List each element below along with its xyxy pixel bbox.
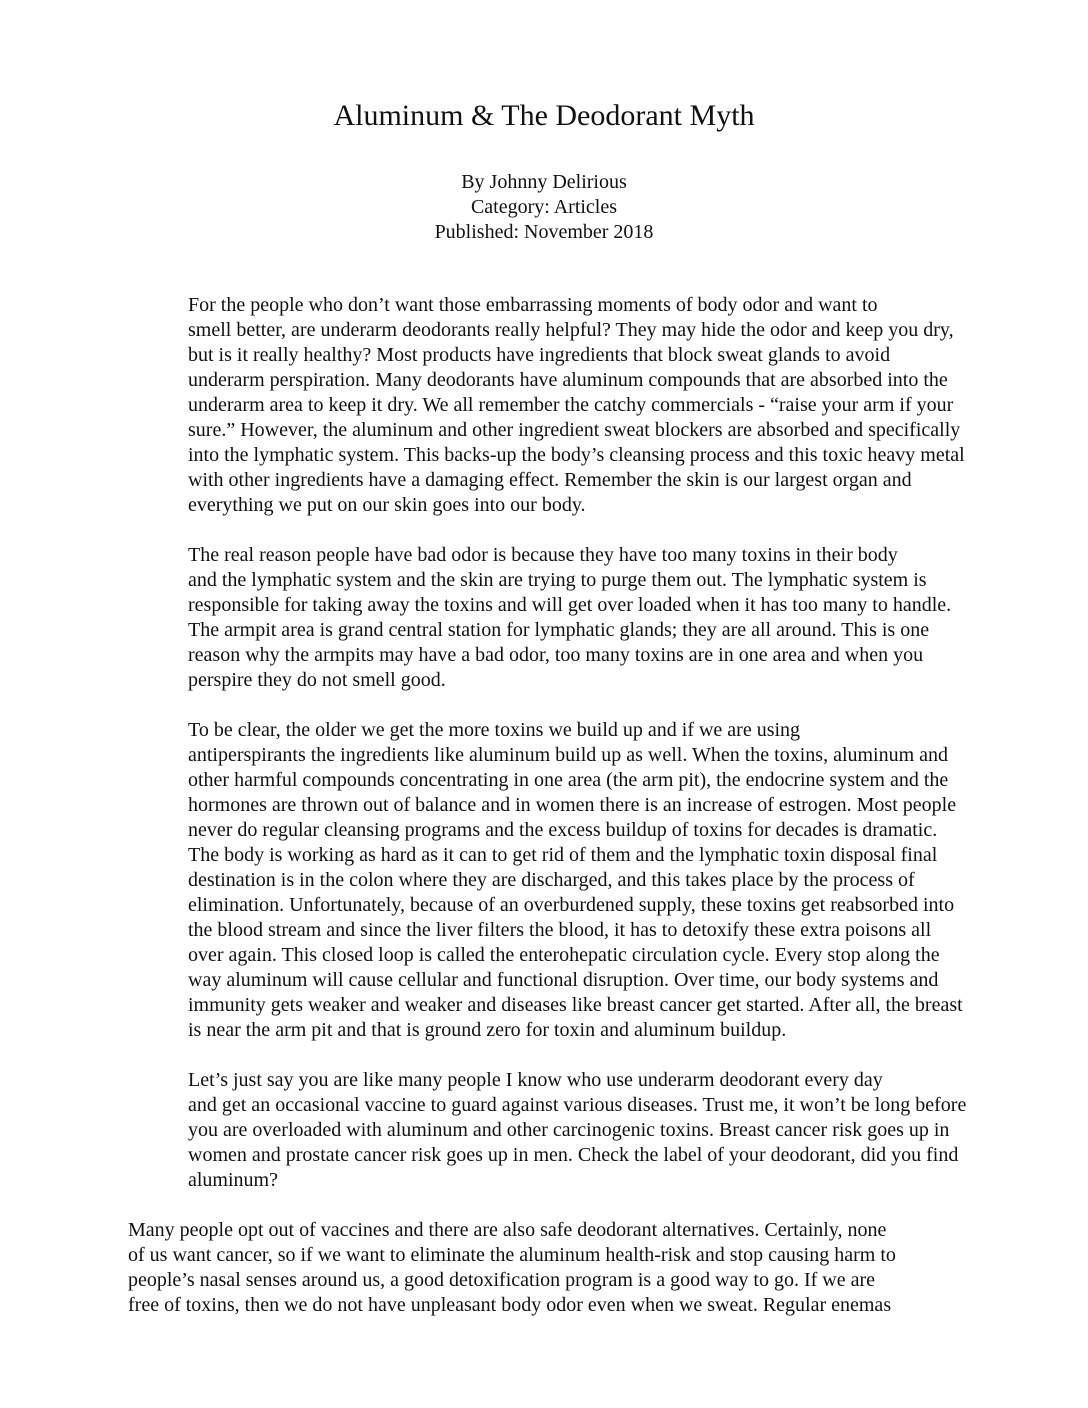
paragraph-line: The armpit area is grand central station for lymphatic glands; they are all around. This is one	[188, 619, 930, 641]
paragraph	[128, 1218, 962, 1318]
paragraph-line: and get an occasional vaccine to guard against various diseases. Trust me, it won’t be long before	[188, 1094, 967, 1116]
paragraph-line: hormones are thrown out of balance and in women there is an increase of estrogen. Most people	[188, 794, 957, 816]
published-line: Published: November 2018	[434, 221, 654, 243]
paragraph-line: into the lymphatic system. This backs-up the body’s cleansing process and this toxic heavy metal	[188, 444, 965, 466]
paragraph	[128, 1068, 967, 1193]
paragraph-line: For the people who don’t want those embarrassing moments of body odor and want to	[188, 294, 878, 316]
paragraph	[128, 293, 965, 518]
paragraph-line: the blood stream and since the liver filters the blood, it has to detoxify these extra poisons all	[188, 919, 932, 941]
paragraph-line: sure.” However, the aluminum and other ingredient sweat blockers are absorbed and specifically	[188, 419, 961, 441]
paragraph-line: women and prostate cancer risk goes up in men. Check the label of your deodorant, did you find	[188, 1144, 959, 1166]
paragraph-line: antiperspirants the ingredients like aluminum build up as well. When the toxins, aluminum and	[188, 744, 949, 766]
paragraph-line: people’s nasal senses around us, a good detoxification program is a good way to go. If we are	[128, 1269, 876, 1291]
paragraph-line: everything we put on our skin goes into our body.	[188, 494, 586, 516]
author-line: By Johnny Delirious	[461, 171, 627, 193]
paragraph-line: and the lymphatic system and the skin are trying to purge them out. The lymphatic system is	[188, 569, 927, 591]
paragraph-line: responsible for taking away the toxins and will get over loaded when it has too many to handle.	[188, 594, 952, 616]
paragraph-line: is near the arm pit and that is ground zero for toxin and aluminum buildup.	[188, 1019, 787, 1041]
paragraph	[128, 718, 962, 1043]
paragraph-line: never do regular cleansing programs and the excess buildup of toxins for decades is dramatic.	[188, 819, 938, 841]
paragraph-line: destination is in the colon where they are discharged, and this takes place by the process of	[188, 869, 915, 891]
paragraph-line: Let’s just say you are like many people I know who use underarm deodorant every day	[188, 1069, 883, 1091]
paragraph-line: underarm perspiration. Many deodorants have aluminum compounds that are absorbed into the	[188, 369, 948, 391]
paragraph-line: free of toxins, then we do not have unpleasant body odor even when we sweat. Regular enemas	[128, 1294, 892, 1316]
paragraph-line: way aluminum will cause cellular and functional disruption. Over time, our body systems and	[188, 969, 939, 991]
paragraph	[128, 543, 962, 693]
paragraph-line: The real reason people have bad odor is because they have too many toxins in their body	[188, 544, 898, 566]
paragraph-line: The body is working as hard as it can to get rid of them and the lymphatic toxin disposal final	[188, 844, 938, 866]
paragraph-line: smell better, are underarm deodorants really helpful? They may hide the odor and keep you dry,	[188, 319, 954, 341]
article-body	[128, 293, 967, 1343]
paragraph-line: reason why the armpits may have a bad odor, too many toxins are in one area and when you	[188, 644, 924, 666]
paragraph-line: of us want cancer, so if we want to eliminate the aluminum health-risk and stop causing harm to	[128, 1244, 896, 1266]
paragraph-line: aluminum?	[188, 1169, 278, 1191]
article-meta	[0, 170, 1088, 245]
paragraph-line: underarm area to keep it dry. We all remember the catchy commercials - “raise your arm if your	[188, 394, 954, 416]
paragraph-line: perspire they do not smell good.	[188, 669, 446, 691]
paragraph-line: other harmful compounds concentrating in one area (the arm pit), the endocrine system and the	[188, 769, 949, 791]
paragraph-line: over again. This closed loop is called the enterohepatic circulation cycle. Every stop along the	[188, 944, 940, 966]
paragraph-line: Many people opt out of vaccines and there are also safe deodorant alternatives. Certainly, none	[128, 1219, 887, 1241]
paragraph-line: elimination. Unfortunately, because of an overburdened supply, these toxins get reabsorbed into	[188, 894, 955, 916]
paragraph-line: but is it really healthy? Most products have ingredients that block sweat glands to avoid	[188, 344, 891, 366]
paragraph-line: with other ingredients have a damaging effect. Remember the skin is our largest organ and	[188, 469, 912, 491]
category-line: Category: Articles	[470, 196, 618, 218]
paragraph-line: you are overloaded with aluminum and other carcinogenic toxins. Breast cancer risk goes up in	[188, 1119, 950, 1141]
paragraph-line: To be clear, the older we get the more toxins we build up and if we are using	[188, 719, 801, 741]
paragraph-line: immunity gets weaker and weaker and diseases like breast cancer get started. After all, the breast	[188, 994, 963, 1016]
page-title: Aluminum & The Deodorant Myth	[333, 99, 755, 132]
